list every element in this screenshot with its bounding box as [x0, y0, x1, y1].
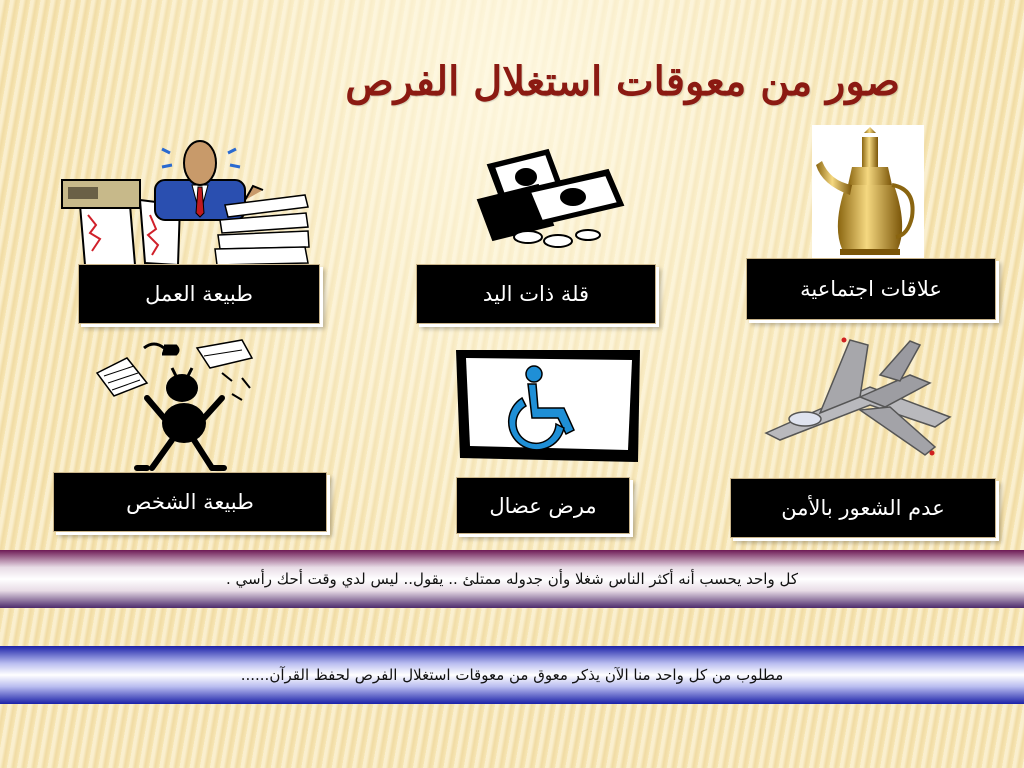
card-chronic-illness: مرض عضال [456, 477, 630, 534]
note-banner-task [0, 646, 1024, 704]
arabic-coffee-pot-icon [812, 125, 924, 259]
note-banner-busy [0, 550, 1024, 608]
juggling-stick-figure-icon [92, 328, 262, 473]
card-work-nature: طبيعة العمل [78, 264, 320, 324]
slide-title: صور من معوقات استغلال الفرص [345, 58, 900, 105]
wheelchair-icon [452, 346, 644, 466]
fighter-jet-icon [760, 335, 960, 460]
note-banner-busy-text: كل واحد يحسب أنه أكثر الناس شغلا وأن جدوله ممتلئ .. يقول.. ليس لدي وقت أحك رأسي . [226, 570, 798, 588]
card-insecurity: عدم الشعور بالأمن [730, 478, 996, 538]
note-banner-task-text: مطلوب من كل واحد منا الآن يذكر معوق من معوقات استغلال الفرص لحفظ القرآن...... [240, 666, 784, 684]
card-social-relations: علاقات اجتماعية [746, 258, 996, 320]
card-money-shortage: قلة ذات اليد [416, 264, 656, 324]
card-personality: طبيعة الشخص [53, 472, 327, 532]
money-stacks-icon [468, 145, 628, 250]
overworked-office-worker-icon [60, 135, 310, 270]
